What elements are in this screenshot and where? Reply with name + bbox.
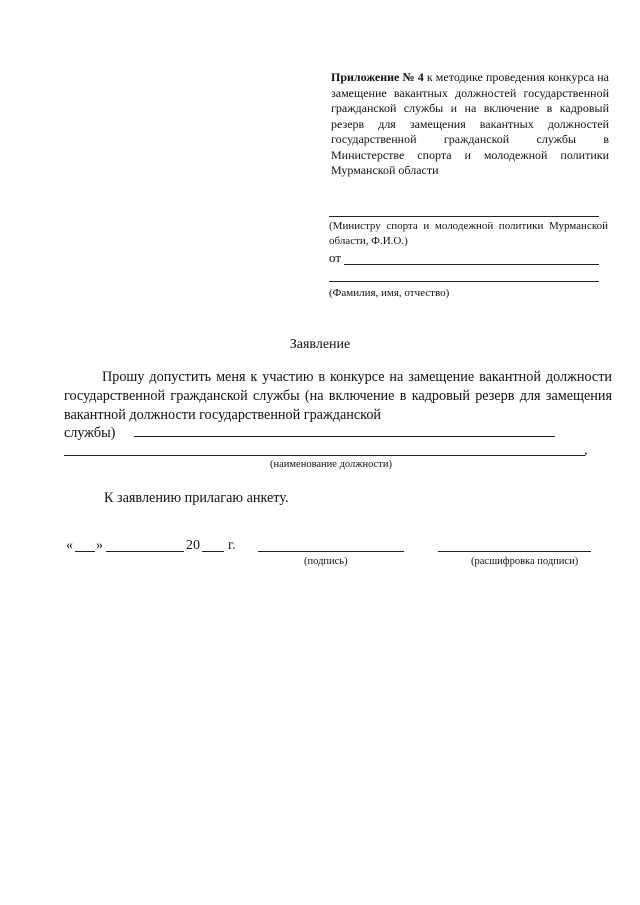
from-label: от [329,250,342,265]
service-word: службы) [64,425,116,441]
appendix-number: Приложение № 4 [331,70,424,84]
addressee-name-line[interactable] [329,216,599,217]
application-body [64,368,612,425]
applicant-name-line[interactable] [344,264,599,265]
position-line-1[interactable] [134,436,555,437]
position-caption: (наименование должности) [270,459,393,470]
date-close-quote: » [96,538,103,553]
year-line[interactable] [202,551,224,552]
application-text: Прошу допустить меня к участию в конкурсе на замещение вакантной должности государственной гражданской службы (на включение в кадровый резерв для замещения вакантной должности государственной гражданской [64,369,612,423]
signature-caption: (подпись) [304,556,348,567]
appendix-text: к методике проведения конкурса на замещение вакантных должностей государственной гражданской службы и на включение в кадровый резерв для замещения вакантных должностей государственной гражданской службы в Министерстве спорта и молодежной политики Мурманской области [331,70,609,177]
signature-decode-line[interactable] [438,551,591,552]
position-line-2[interactable] [64,455,585,456]
addressee-caption: (Министру спорта и молодежной политики Мурманской области, Ф.И.О.) [329,220,608,247]
document-title: Заявление [289,337,351,352]
trailing-comma: , [584,443,588,458]
signature-line[interactable] [258,551,404,552]
appendix-note [331,70,609,179]
date-open-quote: « [66,538,73,553]
year-prefix: 20 [186,538,200,553]
month-line[interactable] [106,551,184,552]
applicant-name-line-2[interactable] [329,281,599,282]
day-line[interactable] [75,551,95,552]
signature-decode-caption: (расшифровка подписи) [471,556,579,567]
fio-caption: (Фамилия, имя, отчество) [329,287,450,299]
year-suffix: г. [228,538,236,553]
attachment-note: К заявлению прилагаю анкету. [104,490,289,506]
